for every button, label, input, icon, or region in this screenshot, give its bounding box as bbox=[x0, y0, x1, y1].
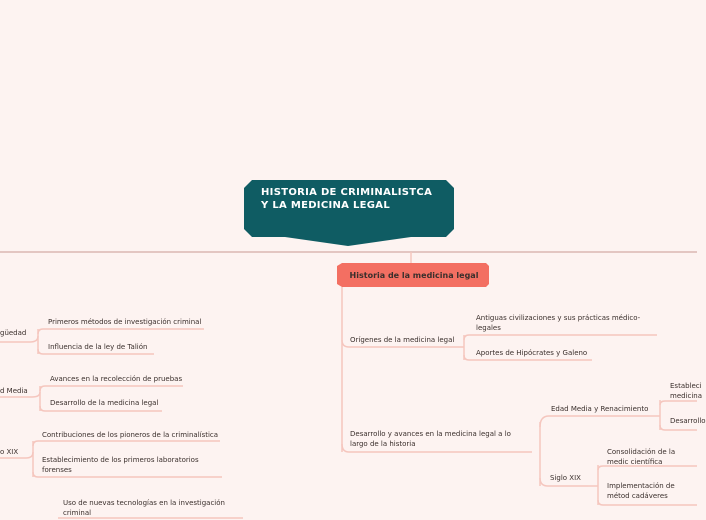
subtopic-middle-ages-renaissance[interactable]: Edad Media y Renacimiento bbox=[551, 405, 649, 413]
branch-history-medicina-legal[interactable]: Historia de la medicina legal bbox=[349, 271, 479, 280]
left-xix-child-pioneers[interactable]: Contribuciones de los pioneros de la criminalística bbox=[42, 431, 219, 439]
left-middle-age-child-evidence[interactable]: Avances en la recolección de pruebas bbox=[50, 375, 183, 383]
left-xix-child-laboratories[interactable]: Establecimiento de los primeros laboratorios forenses bbox=[42, 456, 199, 474]
central-topic-title[interactable]: HISTORIA DE CRIMINALISTCA Y LA MEDICINA LEGAL bbox=[261, 187, 433, 211]
left-xx-child-technologies[interactable]: Uso de nuevas tecnologías en la investigación criminal bbox=[63, 499, 225, 517]
left-middle-age-child-legal-medicine[interactable]: Desarrollo de la medicina legal bbox=[50, 399, 159, 407]
middle-ages-line bbox=[540, 416, 648, 427]
left-antiquity-child-methods[interactable]: Primeros métodos de investigación criminal bbox=[48, 318, 202, 326]
origins-child-ancient-civilizations[interactable]: Antiguas civilizaciones y sus prácticas médico-legales bbox=[476, 314, 641, 332]
origins-child-hippocrates-galen[interactable]: Aportes de Hipócrates y Galeno bbox=[476, 349, 588, 357]
left-topic-xix[interactable]: o XIX bbox=[0, 448, 19, 456]
middle-ages-child-development[interactable]: Desarrollo bbox=[670, 417, 706, 425]
xix-right-child-consolidation[interactable]: Consolidación de la medic científica bbox=[607, 448, 676, 466]
middle-ages-child-1-line bbox=[660, 401, 697, 405]
xix-right-child-implementation[interactable]: Implementación de métod cadáveres bbox=[607, 482, 675, 500]
left-xix-child-1-line bbox=[26, 452, 33, 458]
left-middle-age-child-1-underline bbox=[40, 386, 183, 391]
origins-child-1-line bbox=[464, 335, 657, 340]
left-topic-middle-age[interactable]: d Media bbox=[0, 387, 28, 395]
left-topic-antiquity[interactable]: güedad bbox=[0, 329, 27, 337]
subtopic-xix-right[interactable]: Siglo XIX bbox=[550, 474, 581, 482]
left-antiquity-child-1-line bbox=[30, 336, 38, 342]
middle-ages-child-establishment[interactable]: Estableci medicina bbox=[670, 382, 703, 400]
topic-origins[interactable]: Orígenes de la medicina legal bbox=[350, 336, 455, 344]
left-antiquity-child-1-underline bbox=[38, 329, 204, 334]
left-antiquity-child-talion[interactable]: Influencia de la ley de Talión bbox=[48, 343, 148, 351]
left-middle-age-child-1-line bbox=[32, 392, 40, 397]
left-xix-child-1-underline bbox=[33, 441, 220, 446]
topic-development[interactable]: Desarrollo y avances en la medicina legal a lo largo de la historia bbox=[350, 430, 511, 448]
